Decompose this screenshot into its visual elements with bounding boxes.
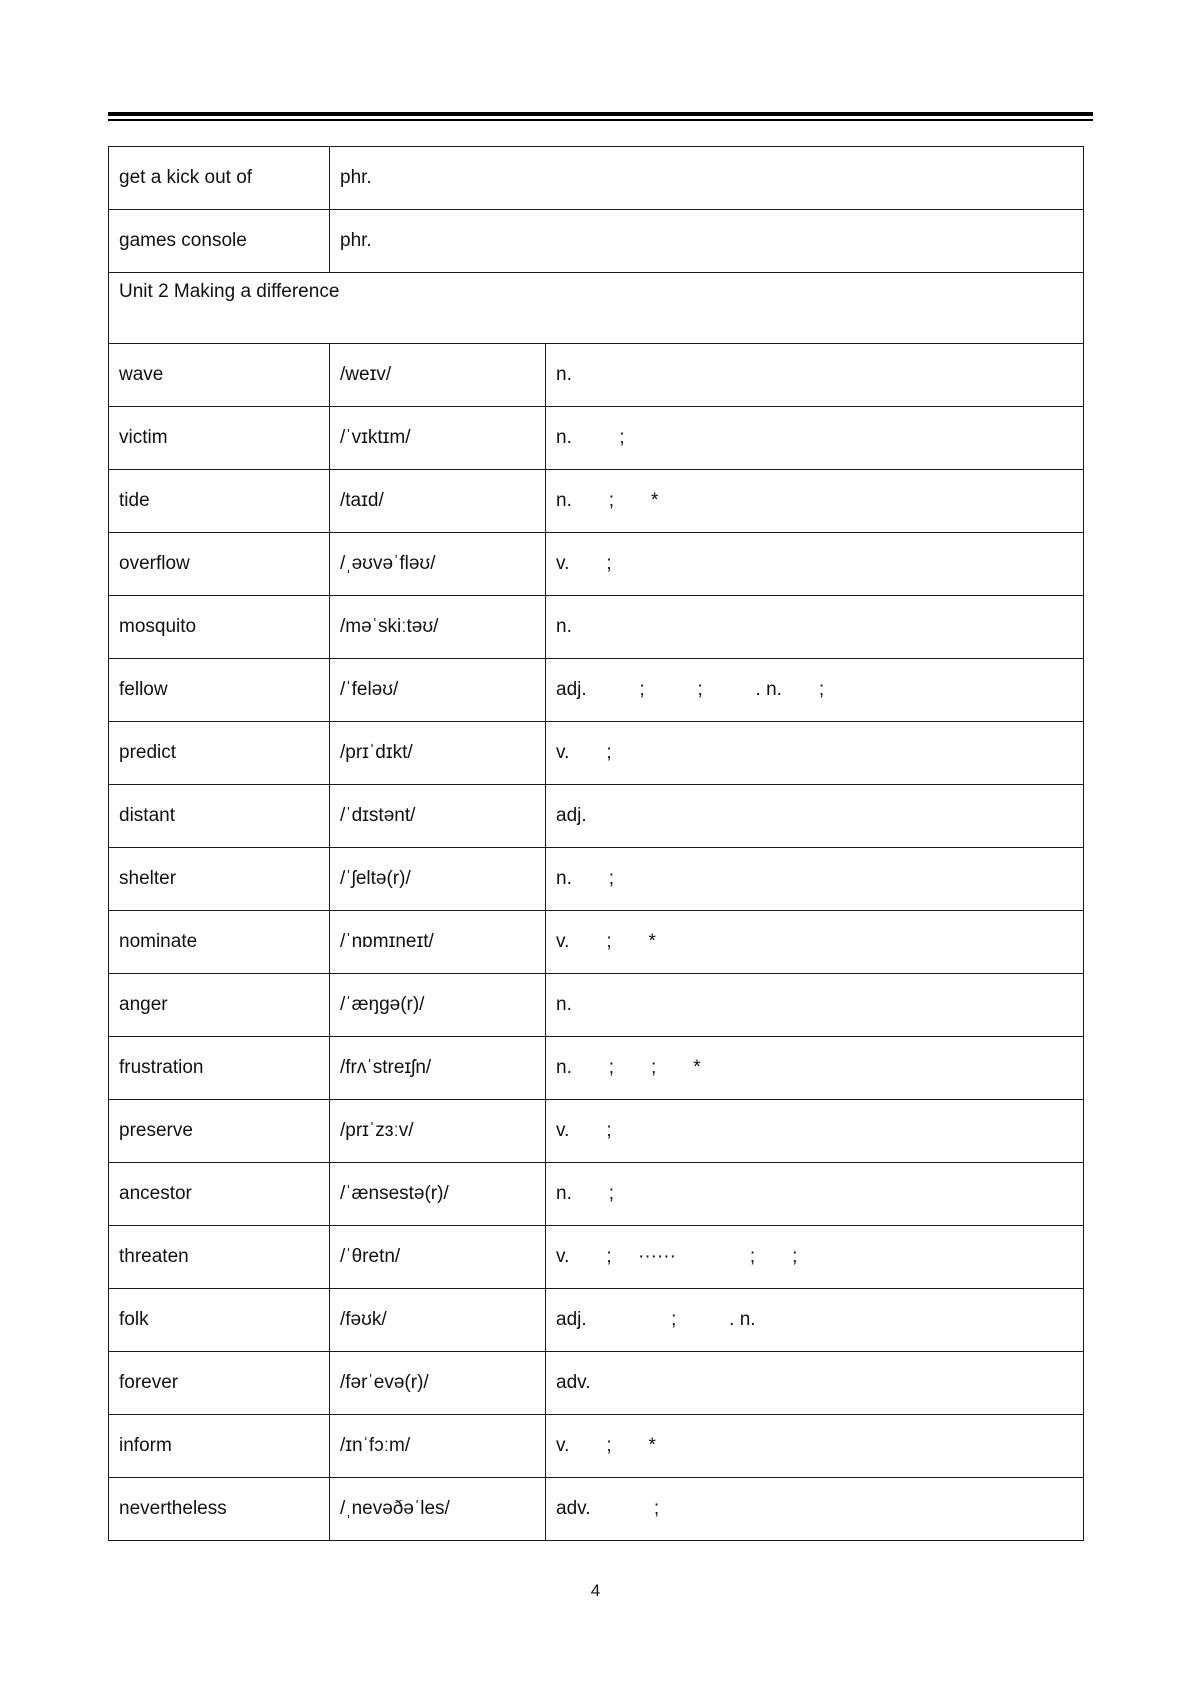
vocab-word: ancestor [109,1163,330,1226]
vocab-definition: adv. [546,1352,1084,1415]
vocab-definition: n. [546,596,1084,659]
vocab-word: forever [109,1352,330,1415]
vocabulary-table-body [109,147,1084,1541]
vocab-definition: n. ; ; * [546,1037,1084,1100]
vocab-phonetic: /prɪˈdɪkt/ [330,722,546,785]
vocab-row [109,1037,1084,1100]
vocab-phonetic: /məˈskiːtəʊ/ [330,596,546,659]
vocab-phonetic: /ˈvɪktɪm/ [330,407,546,470]
vocab-definition: n. [546,974,1084,1037]
vocab-phonetic: /ˌnevəðəˈles/ [330,1478,546,1541]
vocab-phonetic: /ˈθretn/ [330,1226,546,1289]
vocab-row [109,344,1084,407]
vocab-row [109,407,1084,470]
phrase-row [109,147,1084,210]
vocab-row [109,1226,1084,1289]
vocab-phonetic: /prɪˈzɜːv/ [330,1100,546,1163]
unit-heading-row [109,273,1084,344]
vocab-definition: n. ; [546,848,1084,911]
vocab-word: shelter [109,848,330,911]
vocab-phonetic: /frʌˈstreɪʃn/ [330,1037,546,1100]
vocab-word: frustration [109,1037,330,1100]
vocab-definition: v. ; [546,1100,1084,1163]
vocab-word: anger [109,974,330,1037]
vocab-phonetic: /ˈnɒmɪneɪt/ [330,911,546,974]
vocab-row [109,1352,1084,1415]
vocab-phonetic: /ɪnˈfɔːm/ [330,1415,546,1478]
vocab-row [109,470,1084,533]
vocab-definition: adj. ; ; . n. ; [546,659,1084,722]
vocab-row [109,1415,1084,1478]
vocab-word: mosquito [109,596,330,659]
header-rule-thin [108,119,1093,121]
vocab-definition: v. ; * [546,1415,1084,1478]
vocab-phonetic: /taɪd/ [330,470,546,533]
vocab-word: nominate [109,911,330,974]
vocab-phonetic: /ˌəʊvəˈfləʊ/ [330,533,546,596]
vocab-definition: n. ; [546,407,1084,470]
page-number: 4 [590,1581,601,1600]
vocab-phonetic: /ˈænsestə(r)/ [330,1163,546,1226]
header-rule-thick [108,112,1093,116]
vocab-row [109,722,1084,785]
vocab-row [109,659,1084,722]
vocab-word: distant [109,785,330,848]
vocab-phonetic: /ˈæŋɡə(r)/ [330,974,546,1037]
vocab-definition: v. ; [546,533,1084,596]
vocab-definition: n. ; * [546,470,1084,533]
vocab-definition: n. [546,344,1084,407]
vocab-row [109,848,1084,911]
vocab-phonetic: /ˈdɪstənt/ [330,785,546,848]
vocab-word: inform [109,1415,330,1478]
phrase-row [109,210,1084,273]
vocab-row [109,911,1084,974]
vocab-definition: v. ; [546,722,1084,785]
phrase-part-of-speech: phr. [330,147,1084,210]
vocab-word: wave [109,344,330,407]
vocab-word: predict [109,722,330,785]
vocab-phonetic: /fərˈevə(r)/ [330,1352,546,1415]
vocab-row [109,1289,1084,1352]
vocabulary-table [108,146,1084,1541]
vocab-word: victim [109,407,330,470]
vocab-word: tide [109,470,330,533]
vocab-row [109,533,1084,596]
vocab-row [109,596,1084,659]
vocab-phonetic: /ˈʃeltə(r)/ [330,848,546,911]
vocab-word: preserve [109,1100,330,1163]
vocab-word: folk [109,1289,330,1352]
vocab-phonetic: /fəʊk/ [330,1289,546,1352]
vocab-definition: v. ; ······ ; ; [546,1226,1084,1289]
phrase-part-of-speech: phr. [330,210,1084,273]
vocab-word: threaten [109,1226,330,1289]
vocab-definition: n. ; [546,1163,1084,1226]
vocab-definition: v. ; * [546,911,1084,974]
vocab-phonetic: /weɪv/ [330,344,546,407]
phrase-word: get a kick out of [109,147,330,210]
unit-heading: Unit 2 Making a difference [109,273,1084,344]
vocab-definition: adv. ; [546,1478,1084,1541]
vocab-word: nevertheless [109,1478,330,1541]
vocab-row [109,974,1084,1037]
vocab-word: fellow [109,659,330,722]
vocab-definition: adj. [546,785,1084,848]
vocab-row [109,1100,1084,1163]
vocab-row [109,785,1084,848]
phrase-word: games console [109,210,330,273]
vocab-word: overflow [109,533,330,596]
vocab-row [109,1478,1084,1541]
vocab-row [109,1163,1084,1226]
vocab-phonetic: /ˈfeləʊ/ [330,659,546,722]
vocab-definition: adj. ; . n. [546,1289,1084,1352]
